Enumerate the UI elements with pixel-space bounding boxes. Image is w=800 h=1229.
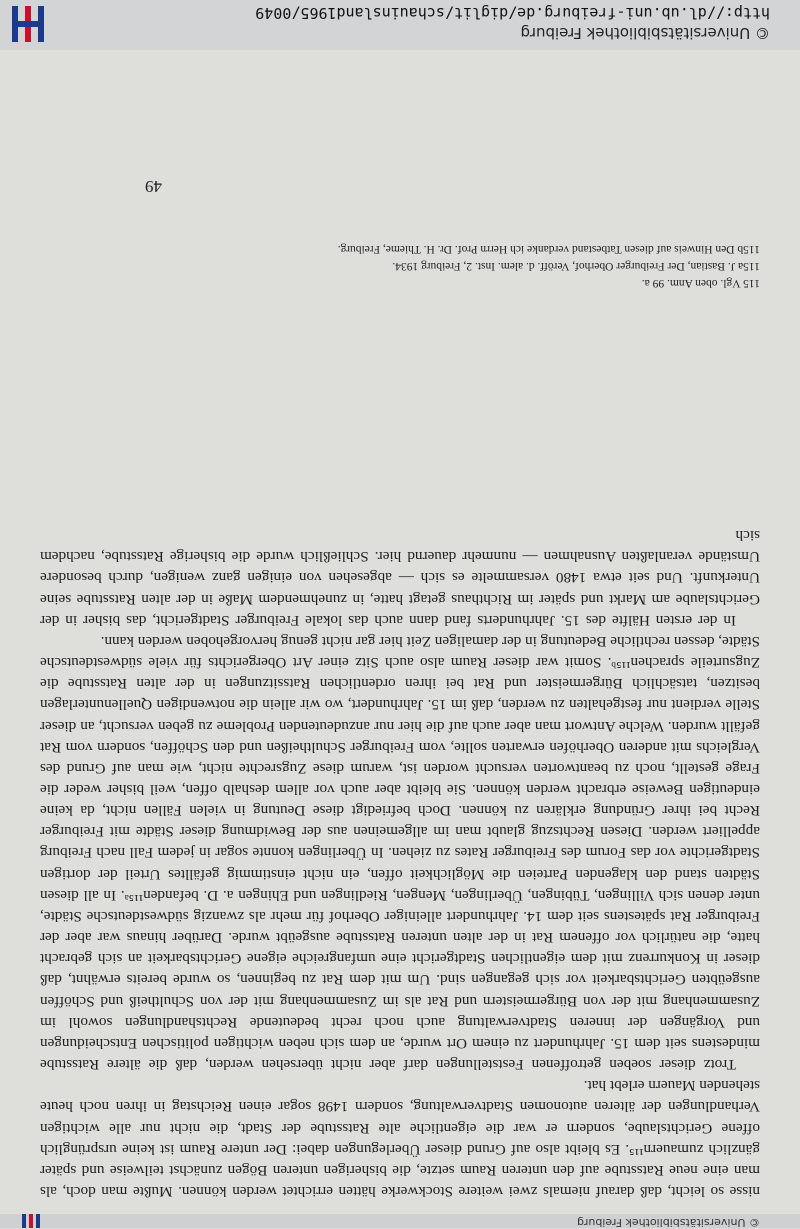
page-number: 49 xyxy=(145,177,162,196)
permalink-url[interactable]: http://dl.ub.uni-freiburg.de/diglit/schauinsland1965/0049 xyxy=(255,4,770,22)
footnotes xyxy=(40,240,760,291)
book-page xyxy=(0,50,800,1214)
footer-watermark: © Universitätsbibliothek Freiburg xyxy=(577,1216,760,1229)
footnote: 115 Vgl. oben Anm. 99 a. xyxy=(641,277,760,289)
paragraph: Trotz dieser soeben getroffenen Feststellungen darf aber nicht übersehen werden, daß die ältere Ratsstube mindestens seit dem 15. Jahrhundert zu einem Ort wurde, an dem sich neben wichtigen politischen Entscheidungen und Vorgängen der inneren Stadtverwaltung auch noch recht bedeutende Rechtshandlungen sowohl im Zusammenhang mit der von Bürgermeistern und Rat als im Zusammenhang mit der von Schultheiß und Schöffen ausgeübten Gerichtsbarkeit vor sich gegangen sind. Um mit dem Rat zu beginnen, so wurde bereits erwähnt, daß dieser in Konkurrenz mit dem eigentlichen Stadtgericht eine umfangreiche eigene Gerichtsbarkeit an sich gebracht hatte, die natürlich vor offenem Rat in der alten unteren Ratsstube ausgeübt wurde. Darüber hinaus war aber der Freiburger Rat spätestens seit dem 14. Jahrhundert alleiniger Oberhof für mehr als zwanzig südwestdeutsche Städte, unter denen sich Villingen, Tübingen, Überlingen, Mengen, Riedlingen und Ehingen a. D. befanden¹¹⁵ᵃ. In all diesen Städten stand den klagenden Parteien die Möglichkeit offen, ein nicht einstimmig gefälltes Urteil der dortigen Stadtgerichte vor das Forum des Freiburger Rates zu ziehen. In Überlingen konnte sogar in jedem Fall nach Freiburg appelliert werden. Diesen Rechtszug glaubt man im allgemeinen aus der Bewidmung dieser Städte mit Freiburger Recht bei ihrer Gründung erklären zu können. Doch befriedigt diese Deutung in vielen Fällen nicht, da keine eindeutigen Beweise erbracht werden können. Sie bleibt aber auch vor allem deshalb offen, weil bisher weder die Frage gestellt, noch zu beantworten versucht worden ist, warum diese Zugsrechte nicht, wie man auf Grund des Vergleichs mit anderen Oberhöfen erwarten sollte, vom Freiburger Schultheißen und den Schöffen, sondern vom Rat gefällt wurden. Welche Antwort man aber auch auf die hier nur anzudeutenden Probleme zu geben versucht, an dieser Stelle verdient nur festgehalten zu werden, daß im 15. Jahrhundert, wo wir allein die notwendigen Quellenunterlagen besitzen, tatsächlich Bürgermeister und Rat bei ihren ordentlichen Ratssitzungen in der alten Ratsstube die Zugsurteile sprachen¹¹⁵ᵇ. Somit war dieser Raum also auch Sitz einer Art Obergerichts für viele südwestdeutsche Städte, dessen rechtliche Bedeutung in der damaligen Zeit hier gar nicht genug hervorgehoben werden kann. xyxy=(40,632,760,1074)
main-text xyxy=(40,525,760,1202)
paragraph: nisse so leicht, daß darauf niemals zwei weitere Stockwerke hätten errichtet werden können. Mußte man doch, als man eine neue Ratsstube auf den unteren Raum setzte, die bisherigen unteren Bögen zunächst teilweise und später gänzlich zumauern¹¹⁵. Es bleibt also auf Grund dieser Überlegungen dabei: Der untere Raum ist keine ursprünglich offene Gerichtslaube, sondern er war die eigentliche alte Ratsstube der Stadt, die nicht nur alle wichtigen Verhandlungen der älteren autonomen Stadtverwaltung, sondern 1498 sogar einen Reichstag in ihren noch heute stehenden Mauern erlebt hat. xyxy=(40,1077,760,1200)
ub-freiburg-logo-icon xyxy=(8,4,48,44)
ub-freiburg-logo-icon xyxy=(22,1214,40,1228)
copyright-watermark: © Universitätsbibliothek Freiburg xyxy=(520,24,770,42)
footnote: 115a J. Bastian, Der Freiburger Oberhof, Veröff. d. alem. Inst. 2, Freiburg 1934. xyxy=(392,260,760,272)
library-header-bar xyxy=(0,0,800,50)
paragraph: In der ersten Hälfte des 15. Jahrhunderts fand dann auch das lokale Freiburger Stadtgericht, das bisher in der Gerichtslaube am Markt und später im Richthaus getagt hatte, in zunehmendem Maße in der alten Ratsstube seine Unterkunft. Und seit etwa 1480 versammelte es sich — abgesehen von einigen ganz wenigen, durch besondere Umstände veranlaßten Ausnahmen — nunmehr dauernd hier. Schließlich wurde die bisherige Ratsstube, nachdem sich xyxy=(40,527,760,629)
footer-watermark-strip xyxy=(0,1214,800,1228)
footnote: 115b Den Hinweis auf diesen Tatbestand verdanke ich Herrn Prof. Dr. H. Thieme, Freiburg. xyxy=(337,243,760,255)
